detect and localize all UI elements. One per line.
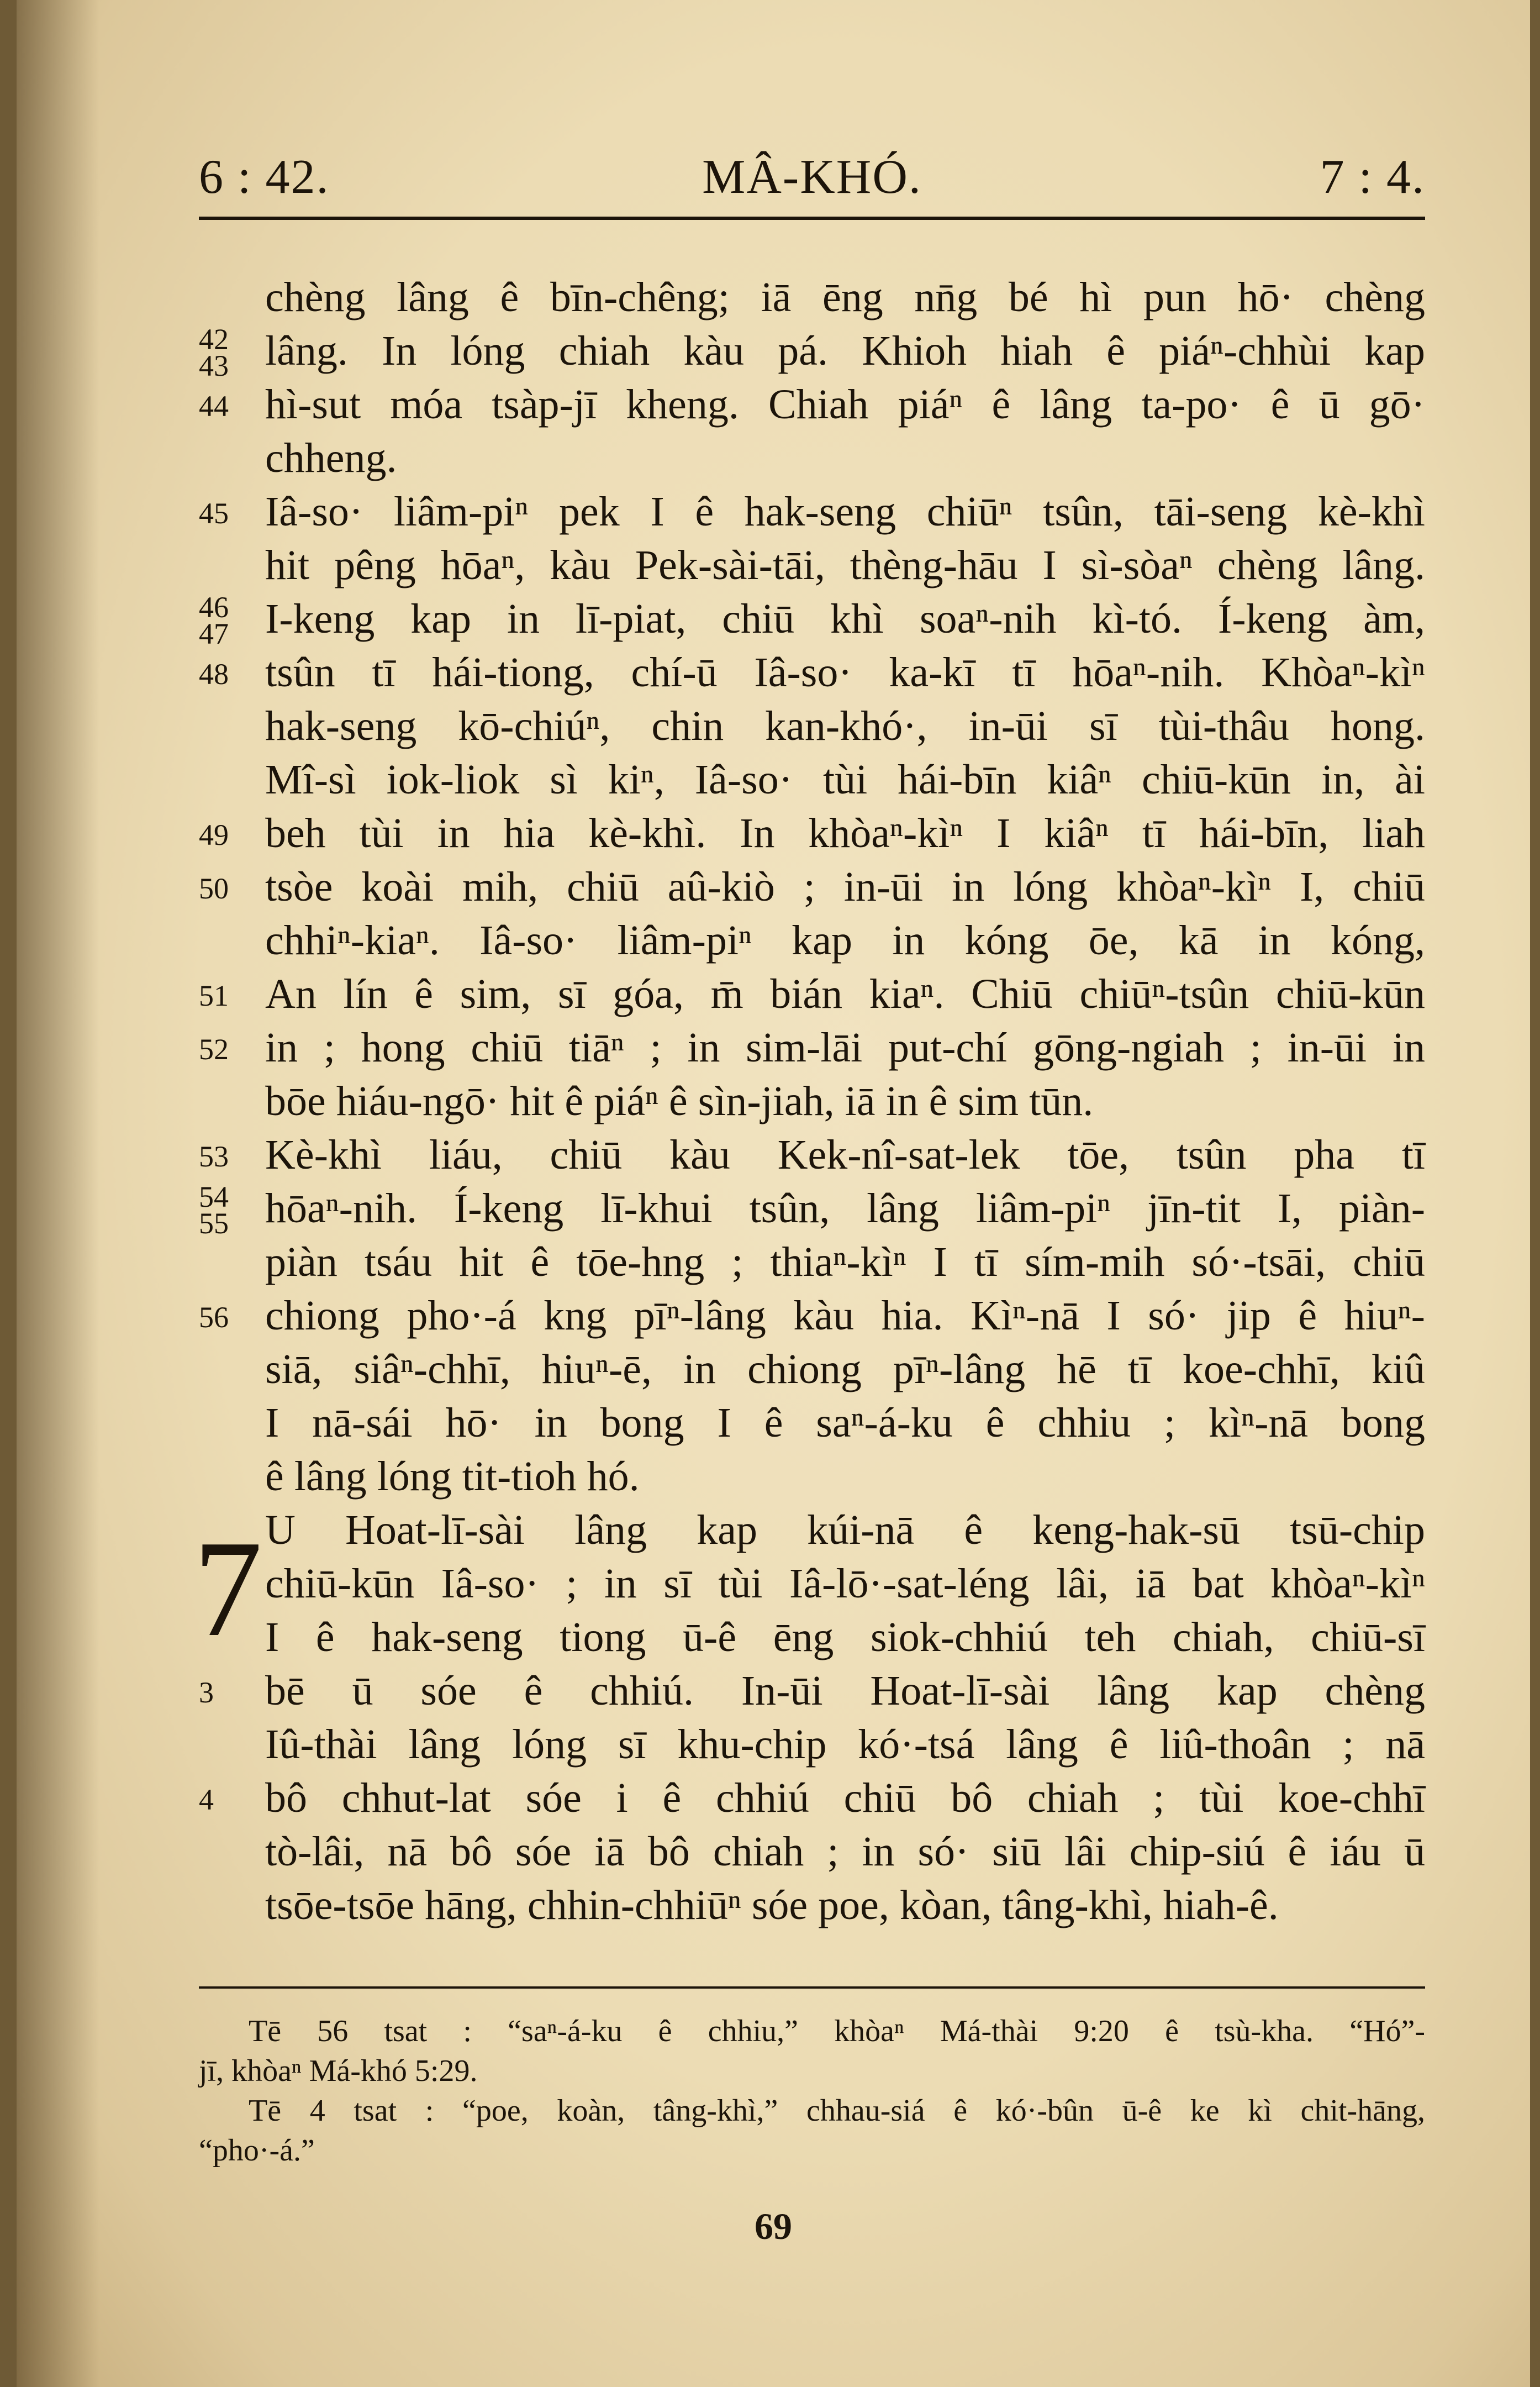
verse-numbers (199, 1180, 254, 1240)
chapter-number: 7 (193, 1512, 262, 1665)
verse-numbers (199, 323, 254, 382)
line-text: hōaⁿ-nih. Í-keng lī-khui tsûn, lâng liâm-piⁿ jīn-tit I, piàn- (265, 1185, 1425, 1232)
verse-numbers (199, 860, 254, 914)
verse-number: 53 (199, 1140, 229, 1173)
line-text: chhiⁿ-kiaⁿ. Iâ-so· liâm-piⁿ kap in kóng ōe, kā in kóng, (265, 917, 1425, 964)
text-line (199, 1075, 1425, 1128)
verse-number: 50 (199, 872, 229, 905)
text-line (199, 1879, 1425, 1932)
running-header (199, 149, 1425, 210)
text-line (199, 1289, 1425, 1343)
line-text: bōe hiáu-ngō· hit ê piáⁿ ê sìn-jiah, iā in ê sim tūn. (265, 1078, 1094, 1124)
footnote-line: “pho·-á.” (199, 2133, 315, 2168)
line-text: I ê hak-seng tiong ū-ê ēng siok-chhiú teh chiah, chiū-sī (265, 1614, 1425, 1660)
verse-number: 56 (199, 1301, 229, 1334)
text-line (199, 753, 1425, 807)
line-text: lâng. In lóng chiah kàu pá. Khioh hiah ê piáⁿ-chhùi kap (265, 328, 1425, 374)
verse-number: 48 (199, 658, 229, 691)
line-text: Mî-sì iok-liok sì kiⁿ, Iâ-so· tùi hái-bīn kiâⁿ chiū-kūn in, ài (265, 756, 1425, 803)
line-text: Kè-khì liáu, chiū kàu Kek-nî-sat-lek tōe, tsûn pha tī (265, 1132, 1425, 1178)
verse-numbers (199, 1771, 254, 1825)
verse-numbers (199, 646, 254, 700)
line-text: hì-sut móa tsàp-jī kheng. Chiah piáⁿ ê lâng ta-po· ê ū gō· (265, 381, 1425, 428)
verse-numbers (199, 807, 254, 860)
verse-number: 44 (199, 390, 229, 423)
text-line (199, 1611, 1425, 1664)
verse-numbers (199, 1289, 254, 1343)
line-text: beh tùi in hia kè-khì. In khòaⁿ-kìⁿ I kiâⁿ tī hái-bīn, liah (265, 810, 1425, 856)
text-line (199, 1235, 1425, 1289)
text-line (199, 1343, 1425, 1396)
line-text: I-keng kap in lī-piat, chiū khì soaⁿ-nih kì-tó. Í-keng àm, (265, 596, 1425, 642)
line-text: hak-seng kō-chiúⁿ, chin kan-khó·, in-ūi sī tùi-thâu hong. (265, 703, 1425, 749)
text-line (199, 646, 1425, 700)
text-line (199, 591, 1425, 650)
footnote-line: Tē 56 tsat : “saⁿ-á-ku ê chhiu,” khòaⁿ Má-thài 9:20 ê tsù-kha. “Hó”- (249, 2014, 1425, 2048)
page-gutter-shadow (17, 0, 99, 2387)
verse-numbers (199, 591, 254, 650)
verse-number: 52 (199, 1033, 229, 1066)
text-line (199, 1771, 1425, 1825)
text-line (199, 968, 1425, 1021)
header-verse-end: 7 : 4. (1320, 150, 1425, 204)
page-number: 69 (755, 2205, 792, 2247)
text-line (199, 271, 1425, 324)
text-line (199, 1396, 1425, 1450)
line-text: in ; hong chiū tiāⁿ ; in sim-lāi put-chí gōng-ngiah ; in-ūi in (265, 1024, 1425, 1071)
verse-numbers (199, 485, 254, 539)
text-line (199, 1825, 1425, 1879)
header-verse-start: 6 : 42. (199, 150, 330, 204)
footnote-line: Tē 4 tsat : “poe, koàn, tâng-khì,” chhau-siá ê kó·-bûn ū-ê ke kì chit-hāng, (249, 2094, 1425, 2128)
text-line (199, 1718, 1425, 1771)
line-text: hit pêng hōaⁿ, kàu Pek-sài-tāi, thèng-hāu I sì-sòaⁿ chèng lâng. (265, 542, 1425, 588)
text-line (199, 1021, 1425, 1075)
line-text: I nā-sái hō· in bong I ê saⁿ-á-ku ê chhiu ; kìⁿ-nā bong (265, 1400, 1425, 1446)
line-text: U Hoat-lī-sài lâng kap kúi-nā ê keng-hak-sū tsū-chip (265, 1507, 1425, 1553)
verse-number: 43 (199, 349, 229, 382)
line-text: chheng. (265, 435, 397, 481)
line-text: tsōe-tsōe hāng, chhin-chhiūⁿ sóe poe, kòan, tâng-khì, hiah-ê. (265, 1882, 1279, 1928)
line-text: tò-lâi, nā bô sóe iā bô chiah ; in só· siū lâi chip-siú ê iáu ū (265, 1828, 1425, 1875)
verse-number: 42 (199, 323, 229, 356)
text-line (199, 700, 1425, 753)
footnotes (199, 2011, 1425, 2170)
verse-number: 45 (199, 497, 229, 530)
text-line (199, 539, 1425, 592)
line-text: chiū-kūn Iâ-so· ; in sī tùi Iâ-lō·-sat-léng lâi, iā bat khòaⁿ-kìⁿ (265, 1560, 1425, 1607)
verse-numbers (199, 1664, 254, 1718)
text-line (199, 1557, 1425, 1611)
text-line (199, 860, 1425, 914)
text-line (199, 1664, 1425, 1718)
scripture-text (193, 271, 1425, 1932)
line-text: bē ū sóe ê chhiú. In-ūi Hoat-lī-sài lâng kap chèng (265, 1668, 1425, 1714)
verse-numbers (199, 1021, 254, 1075)
verse-number: 54 (199, 1180, 229, 1213)
verse-number: 4 (199, 1783, 214, 1816)
line-text: tsòe koài mih, chiū aû-kiò ; in-ūi in lóng khòaⁿ-kìⁿ I, chiū (265, 864, 1425, 910)
text-line (199, 807, 1425, 860)
verse-number: 3 (199, 1676, 214, 1709)
header-book-title: MÂ-KHÓ. (702, 150, 922, 204)
text-line (199, 378, 1425, 432)
verse-number: 49 (199, 818, 229, 851)
text-line (199, 914, 1425, 968)
text-line (199, 1180, 1425, 1240)
line-text: chèng lâng ê bīn-chêng; iā ēng nn̄g bé hì pun hō· chèng (265, 274, 1425, 320)
line-text: Iâ-so· liâm-piⁿ pek I ê hak-seng chiūⁿ tsûn, tāi-seng kè-khì (265, 488, 1425, 535)
line-text: piàn tsáu hit ê tōe-hng ; thiaⁿ-kìⁿ I tī sím-mih só·-tsāi, chiū (265, 1239, 1425, 1285)
line-text: Iû-thài lâng lóng sī khu-chip kó·-tsá lâng ê liû-thoân ; nā (265, 1721, 1425, 1768)
line-text: An lín ê sim, sī góa, m̄ bián kiaⁿ. Chiū chiūⁿ-tsûn chiū-kūn (265, 971, 1425, 1017)
line-text: tsûn tī hái-tiong, chí-ū Iâ-so· ka-kī tī hōaⁿ-nih. Khòaⁿ-kìⁿ (265, 649, 1425, 696)
verse-numbers (199, 968, 254, 1021)
text-line (199, 485, 1425, 539)
text-line (199, 432, 1425, 485)
verse-number: 51 (199, 979, 229, 1012)
text-line (199, 1450, 1425, 1503)
verse-number: 55 (199, 1207, 229, 1240)
line-text: siā, siâⁿ-chhī, hiuⁿ-ē, in chiong pīⁿ-lâng hē tī koe-chhī, kiû (265, 1346, 1425, 1392)
text-line (199, 1128, 1425, 1182)
verse-numbers (199, 1128, 254, 1182)
line-text: chiong pho·-á kng pīⁿ-lâng kàu hia. Kìⁿ-nā I só· jip ê hiuⁿ- (265, 1292, 1425, 1339)
verse-number: 46 (199, 591, 229, 624)
verse-number: 47 (199, 617, 229, 650)
chapter-7 (193, 1503, 1425, 1932)
line-text: ê lâng lóng tit-tioh hó. (265, 1453, 640, 1500)
footnote-line: jī, khòaⁿ Má-khó 5:29. (199, 2054, 478, 2088)
verse-numbers (199, 378, 254, 432)
text-line (199, 1503, 1425, 1557)
footnote-rule (199, 1986, 1425, 1989)
book-page (17, 0, 1530, 2387)
header-rule (199, 217, 1425, 220)
line-text: bô chhut-lat sóe i ê chhiú chiū bô chiah ; tùi koe-chhī (265, 1775, 1425, 1821)
text-line (199, 323, 1425, 382)
